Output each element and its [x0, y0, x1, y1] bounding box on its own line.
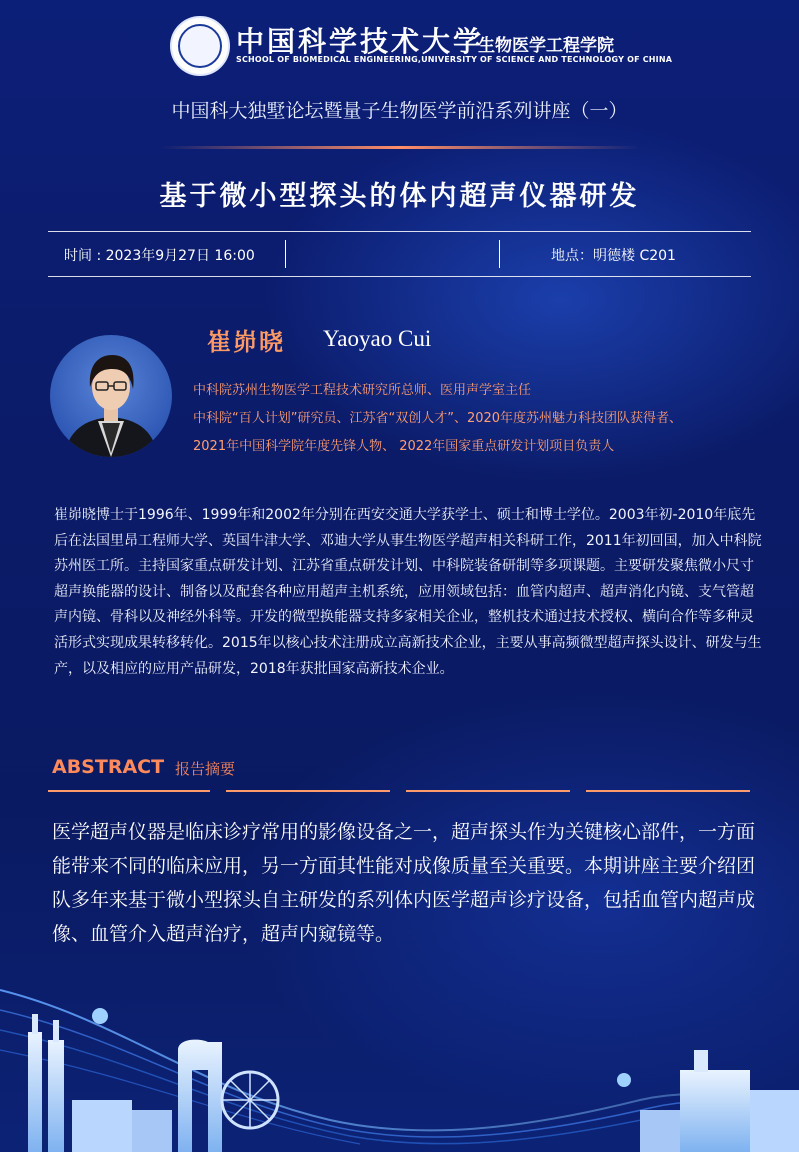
info-bar [48, 231, 751, 277]
abstract-label-en: ABSTRACT [52, 756, 165, 778]
info-bar-bottom-line [48, 276, 751, 277]
info-divider [499, 240, 500, 268]
abstract-divider [48, 790, 210, 792]
speaker-title-line: 2021年中国科学院年度先锋人物、 2022年国家重点研发计划项目负责人 [193, 439, 615, 454]
abstract-divider [226, 790, 390, 792]
speaker-title-line: 中科院“百人计划”研究员、江苏省“双创人才”、2020年度苏州魅力科技团队获得者、 [193, 411, 683, 426]
speaker-photo-icon [50, 335, 172, 457]
speaker-name-cn: 崔峁晓 [207, 328, 285, 356]
city-skyline-illustration [0, 950, 799, 1152]
speaker-name-en: Yaoyao Cui [323, 326, 432, 351]
event-place: 地点：明德楼 C201 [551, 248, 676, 264]
info-divider [285, 240, 286, 268]
school-name: 生物医学工程学院 [478, 36, 614, 56]
series-title: 中国科大独墅论坛暨量子生物医学前沿系列讲座（一） [171, 100, 628, 122]
title-divider [160, 146, 640, 149]
talk-title: 基于微小型探头的体内超声仪器研发 [159, 181, 640, 212]
speaker-avatar [50, 335, 172, 457]
event-time: 时间 : 2023年9月27日 16:00 [64, 248, 255, 264]
abstract-divider [586, 790, 750, 792]
speaker-title-line: 中科院苏州生物医学工程技术研究所总师、医用声学室主任 [193, 383, 532, 398]
speaker-bio: 崔峁晓博士于1996年、1999年和2002年分别在西安交通大学获学士、硕士和博士学位。2003年初-2010年底先后在法国里昂工程师大学、英国牛津大学、邓迪大学从事生物医学超声相关科研工作，2011年初回国，加入中科院苏州医工所。主持国家重点研发计划、江苏省重点研发计划、中科院装备研制等多项课题。主要研发聚焦微小尺寸超声换能器的设计、制备以及配套各种应用超声主机系统，应用领域包括：血管内超声、超声消化内镜、支气管超声内镜、骨科以及神经外科等。开发的微型换能器支持多家相关企业，整机技术通过技术授权、横向合作等多种灵活形式实现成果转移转化。2015年以核心技术注册成立高新技术企业，主要从事高频微型超声探头设计、研发与生产，以及相应的应用产品研发，2018年获批国家高新技术企业。 [54, 507, 762, 677]
abstract-divider [406, 790, 570, 792]
abstract-text: 医学超声仪器是临床诊疗常用的影像设备之一，超声探头作为关键核心部件，一方面能带来不同的临床应用，另一方面其性能对成像质量至关重要。本期讲座主要介绍团队多年来基于微小型探头自主研发的系列体内医学超声诊疗设备，包括血管内超声成像、血管介入超声治疗，超声内窥镜等。 [52, 821, 756, 945]
logo-emblem-icon [178, 24, 222, 68]
university-name: 中国科学技术大学 [236, 25, 485, 58]
info-bar-top-line [48, 231, 751, 232]
abstract-label-cn: 报告摘要 [175, 760, 236, 778]
university-logo [170, 16, 230, 76]
school-name-en: SCHOOL OF BIOMEDICAL ENGINEERING,UNIVERSITY OF SCIENCE AND TECHNOLOGY OF CHINA [236, 55, 673, 64]
